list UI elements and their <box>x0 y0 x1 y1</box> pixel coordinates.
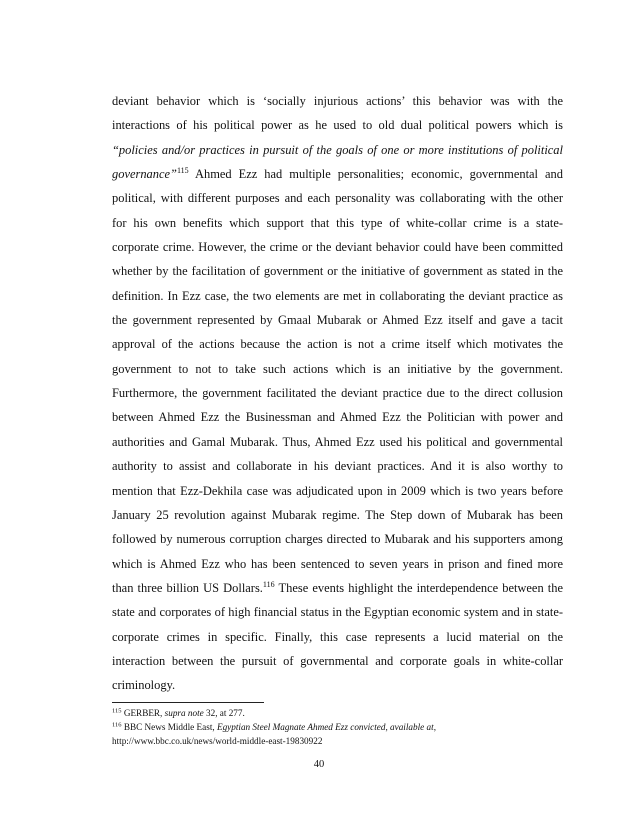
body-line-19: followed by numerous corruption charges directed to Mubarak and his supporters among <box>112 532 563 547</box>
body-line-20: which is Ahmed Ezz who has been sentenced to seven years in prison and fined more <box>112 556 563 571</box>
body-text <box>112 89 563 698</box>
body-line-9: definition. In Ezz case, the two elements are met in collaborating the deviant practice as <box>112 288 563 303</box>
body-line-21-text: These events highlight the interdependence between the <box>274 580 563 595</box>
body-line-21-pre: than three billion US Dollars. <box>112 580 263 595</box>
body-line-4-text: Ahmed Ezz had multiple personalities; economic, governmental and <box>188 167 563 182</box>
body-line-18: January 25 revolution against Mubarak regime. The Step down of Mubarak has been <box>112 507 563 522</box>
footnote-116-url[interactable]: http://www.bbc.co.uk/news/world-middle-east-19830922 <box>112 736 323 746</box>
quoted-definition-end: governance” <box>112 167 177 182</box>
footnote-115-rest: 32, at 277. <box>203 708 245 718</box>
body-line-4 <box>112 162 563 186</box>
footnote-separator <box>112 702 264 703</box>
body-line-14: between Ahmed Ezz the Businessman and Ahmed Ezz the Politician with power and <box>112 410 563 425</box>
body-line-23: corporate crimes in specific. Finally, this case represents a lucid material on the <box>112 629 563 644</box>
quoted-definition: “policies and/or practices in pursuit of the goals of one or more institutions of political <box>112 142 563 157</box>
body-line-3 <box>112 138 563 162</box>
body-line-6: for his own benefits which support that this type of white-collar crime is a state- <box>112 215 563 230</box>
body-line-22: state and corporates of high financial status in the Egyptian economic system and in state- <box>112 605 563 620</box>
body-line-10: the government represented by Gmaal Mubarak or Ahmed Ezz itself and gave a tacit <box>112 313 563 328</box>
body-line-21 <box>112 576 563 600</box>
body-line-11: approval of the actions because the action is not a crime itself which motivates the <box>112 337 563 352</box>
body-line-7: corporate crime. However, the crime or the deviant behavior could have been committed <box>112 240 563 255</box>
footnote-116-sep: , <box>385 722 391 732</box>
body-line-16: authority to assist and collaborate in his deviant practices. And it is also worthy to <box>112 459 563 474</box>
body-line-1: deviant behavior which is ‘socially injurious actions’ this behavior was with the <box>112 94 563 108</box>
footnote-116-comma: , <box>433 722 436 732</box>
footnote-116 <box>112 721 572 734</box>
body-line-2: interactions of his political power as he used to old dual political powers which is <box>112 118 563 133</box>
body-line-17: mention that Ezz-Dekhila case was adjudicated upon in 2009 which is two years before <box>112 483 563 498</box>
footnote-ref-116: 116 <box>262 579 275 589</box>
body-line-25: criminology. <box>112 678 176 693</box>
body-line-8: whether by the facilitation of government or the initiative of government as stated in the <box>112 264 563 279</box>
footnote-116-available: available at <box>390 722 434 732</box>
footnote-115-author: GERBER, <box>121 708 165 718</box>
footnote-116-title: Egyptian Steel Magnate Ahmed Ezz convicted <box>216 722 386 732</box>
body-line-5: political, with different purposes and each personality was collaborating with the other <box>112 191 563 206</box>
footnote-116-source: BBC News Middle East, <box>121 722 217 732</box>
body-line-12: government to not to take such actions which is an initiative by the government. <box>112 361 563 376</box>
footnote-115-italic: supra note <box>164 708 204 718</box>
page-number: 40 <box>313 759 325 770</box>
body-line-15: authorities and Gamal Mubarak. Thus, Ahmed Ezz used his political and governmental <box>112 434 563 449</box>
footnote-number-116: 116 <box>112 721 122 729</box>
footnote-number-115: 115 <box>112 707 122 715</box>
body-line-24: interaction between the pursuit of governmental and corporate goals in white-collar <box>112 653 563 668</box>
footnote-115 <box>112 707 572 720</box>
footnote-ref-115: 115 <box>176 166 189 176</box>
body-line-13: Furthermore, the government facilitated the deviant practice due to the direct collusion <box>112 386 563 401</box>
